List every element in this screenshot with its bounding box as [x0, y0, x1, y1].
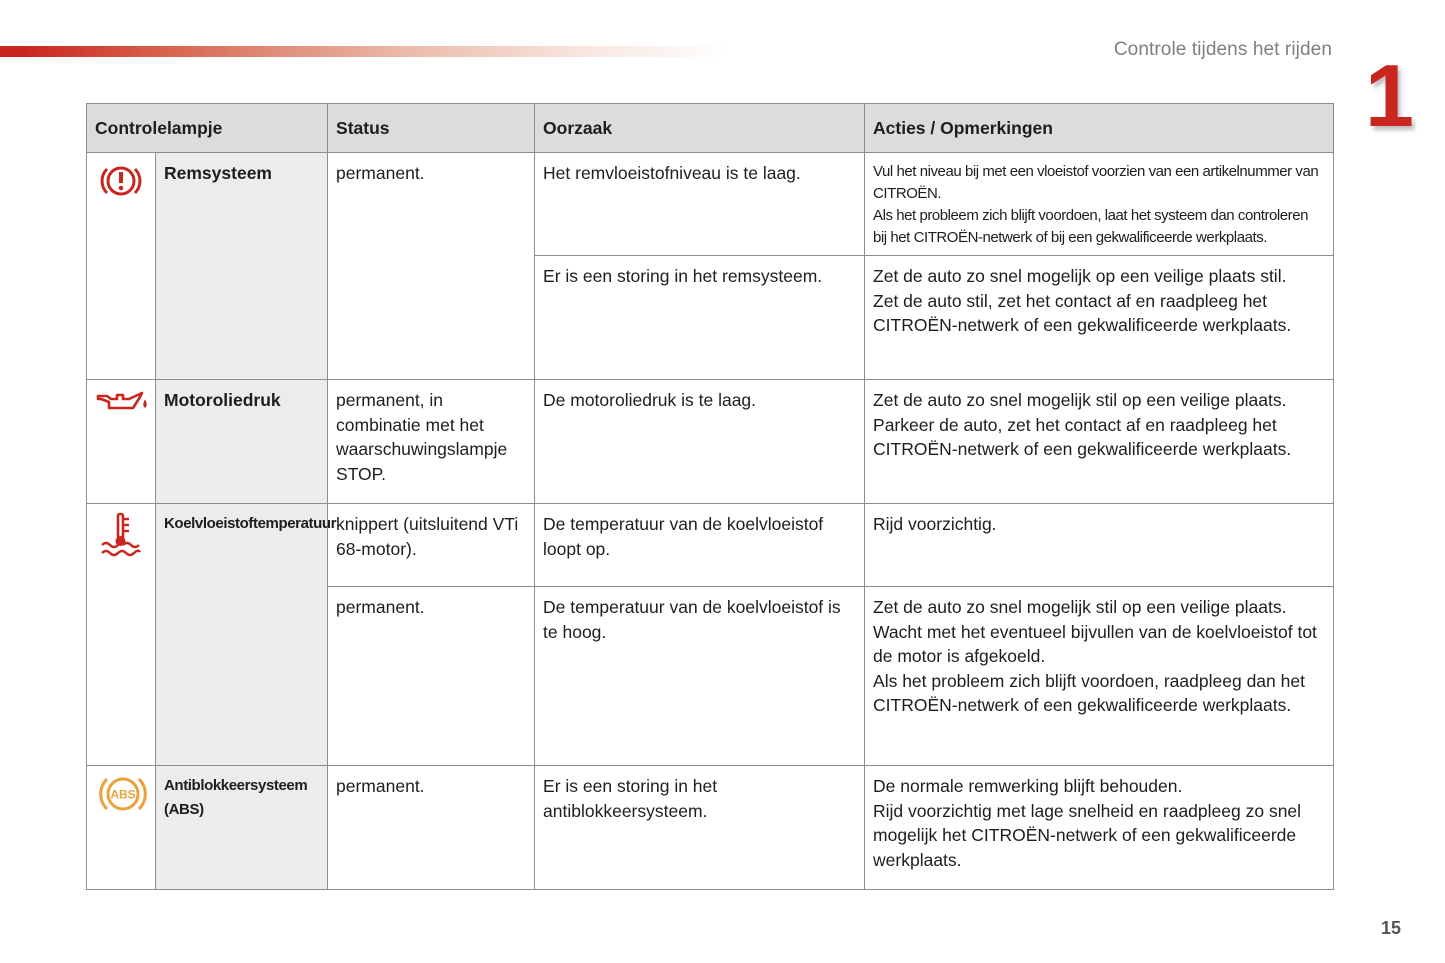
table-row: [87, 504, 1334, 587]
action-cell: Vul het niveau bij met een vloeistof voorzien van een artikelnummer van CITROËN. Als het probleem zich blijft voordoen, laat het systeem dan controleren bij het CITROËN-netwerk of bij een gekwalificeerde werkplaats.: [865, 153, 1334, 256]
icon-cell: [87, 153, 156, 380]
cause-cell: Het remvloeistofniveau is te laag.: [535, 153, 865, 256]
action-cell: Zet de auto zo snel mogelijk stil op een veilige plaats. Wacht met het eventueel bijvullen van de koelvloeistof tot de motor is afgekoeld. Als het probleem zich blijft voordoen, raadpleeg dan het CITROËN-netwerk of een gekwalificeerde werkplaats.: [865, 587, 1334, 766]
column-header-acties: Acties / Opmerkingen: [865, 104, 1334, 153]
abs-icon: [95, 772, 147, 816]
status-cell: permanent, in combinatie met het waarschuwingslampje STOP.: [328, 380, 535, 504]
table-row: [87, 766, 1334, 890]
page-number: 15: [1381, 918, 1402, 938]
status-cell: permanent.: [328, 587, 535, 766]
section-title: Controle tijdens het rijden: [1113, 39, 1332, 60]
cause-cell: Er is een storing in het antiblokkeersysteem.: [535, 766, 865, 890]
coolant-temperature-icon: [95, 512, 147, 560]
warning-name: Koelvloeistoftemperatuur: [156, 504, 328, 766]
icon-cell: [87, 766, 156, 890]
table-row: [87, 153, 1334, 256]
column-header-status: Status: [328, 104, 535, 153]
brake-warning-icon: [95, 161, 147, 201]
table-row: [87, 380, 1334, 504]
action-cell: Zet de auto zo snel mogelijk stil op een veilige plaats. Parkeer de auto, zet het contact af en raadpleeg het CITROËN-netwerk of een gekwalificeerde werkplaats.: [865, 380, 1334, 504]
warning-name: Remsysteem: [156, 153, 328, 380]
status-cell: permanent.: [328, 766, 535, 890]
icon-cell: [87, 504, 156, 766]
column-header-oorzaak: Oorzaak: [535, 104, 865, 153]
action-cell: Zet de auto zo snel mogelijk op een veilige plaats stil. Zet de auto stil, zet het contact af en raadpleeg het CITROËN-netwerk of een gekwalificeerde werkplaats.: [865, 256, 1334, 380]
warning-lights-table: [86, 103, 1334, 890]
action-cell: Rijd voorzichtig.: [865, 504, 1334, 587]
status-cell: permanent.: [328, 153, 535, 380]
oil-pressure-icon: [95, 388, 147, 418]
cause-cell: De temperatuur van de koelvloeistof is te hoog.: [535, 587, 865, 766]
warning-name: Antiblokkeersysteem (ABS): [156, 766, 328, 890]
column-header-controlelampje: Controlelampje: [87, 104, 328, 153]
header-decorative-bar: [0, 46, 730, 57]
action-cell: De normale remwerking blijft behouden. Rijd voorzichtig met lage snelheid en raadpleeg zo snel mogelijk het CITROËN-netwerk of een gekwalificeerde werkplaats.: [865, 766, 1334, 890]
chapter-number: 1: [1365, 46, 1414, 145]
status-cell: knippert (uitsluitend VTi 68-motor).: [328, 504, 535, 587]
table-header-row: [87, 104, 1334, 153]
cause-cell: Er is een storing in het remsysteem.: [535, 256, 865, 380]
abs-icon-label: ABS: [110, 787, 136, 802]
icon-cell: [87, 380, 156, 504]
cause-cell: De motoroliedruk is te laag.: [535, 380, 865, 504]
warning-name: Motoroliedruk: [156, 380, 328, 504]
cause-cell: De temperatuur van de koelvloeistof loopt op.: [535, 504, 865, 587]
